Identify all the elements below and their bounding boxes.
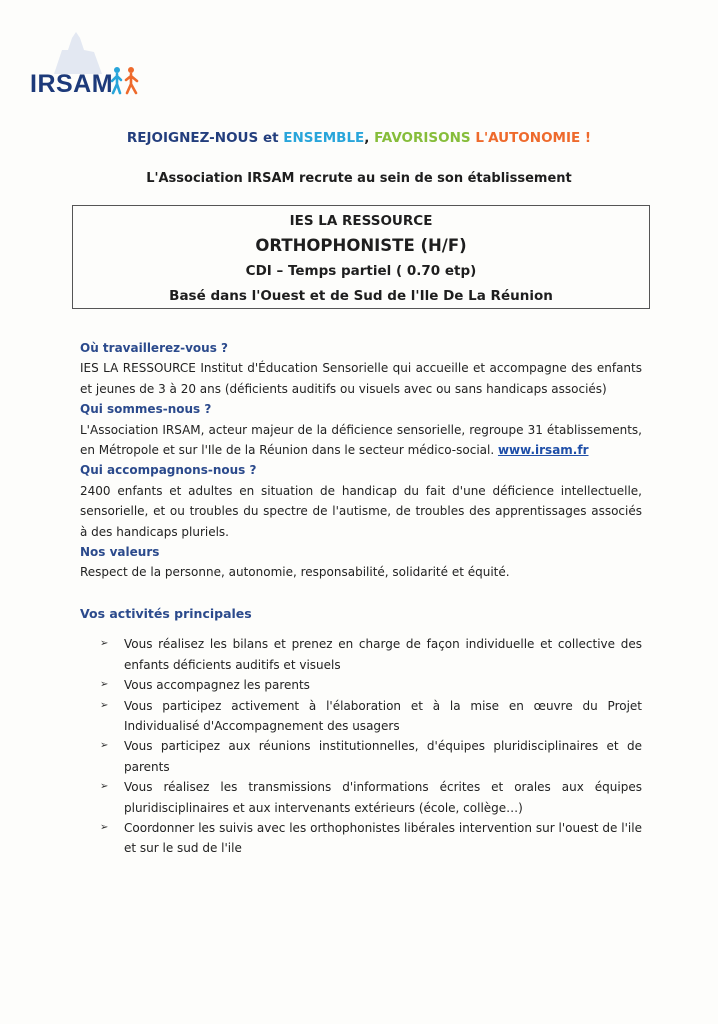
activity-text: Vous participez aux réunions institutionnelles, d'équipes pluridisciplinaires et de parents	[124, 739, 642, 774]
activity-item	[80, 696, 642, 737]
recruit-subtitle: L'Association IRSAM recrute au sein de son établissement	[146, 171, 572, 186]
lighthouse-icon	[44, 30, 114, 74]
arrow-bullet-icon: ➢	[100, 679, 109, 691]
arrow-bullet-icon: ➢	[100, 699, 109, 711]
activity-item	[80, 675, 642, 695]
activity-text: Coordonner les suivis avec les orthophonistes libérales intervention sur l'ouest de l'ile et sur le sud de l'ile	[124, 820, 642, 856]
activity-item	[80, 736, 642, 777]
where-heading: Où travaillerez-vous ?	[80, 341, 228, 355]
whom-text: 2400 enfants et adultes en situation de handicap du fait d'une déficience intellectuelle, sensorielle, et ou troubles du spectre de l'autisme, de troubles des apprentissages associés à des handicaps pluriels.	[80, 483, 642, 539]
activity-text: Vous réalisez les bilans et prenez en charge de façon individuelle et collective des enfants déficients auditifs et visuels	[124, 637, 642, 672]
establishment-name: IES LA RESSOURCE	[289, 213, 433, 229]
logo-text: IRSAM	[30, 70, 114, 98]
tagline-part-7: !	[580, 130, 592, 146]
irsam-logo	[28, 30, 148, 100]
who-text: L'Association IRSAM, acteur majeur de la déficience sensorielle, regroupe 31 établissements, en Métropole et sur l'Ile de la Réunion dans le secteur médico-social.	[80, 422, 642, 458]
contract-type: CDI – Temps partiel ( 0.70 etp)	[245, 263, 477, 279]
arrow-bullet-icon: ➢	[100, 638, 109, 650]
arrow-bullet-icon: ➢	[100, 781, 109, 793]
whom-heading: Qui accompagnons-nous ?	[80, 463, 257, 478]
where-text: IES LA RESSOURCE Institut d'Éducation Sensorielle qui accueille et accompagne des enfants et jeunes de 3 à 20 ans (déficients auditifs ou visuels avec ou sans handicaps associés)	[80, 361, 642, 396]
who-paragraph	[80, 420, 642, 461]
tagline-part-2: et	[258, 130, 284, 146]
tagline-part-6: L'AUTONOMIE	[470, 130, 581, 146]
arrow-bullet-icon: ➢	[100, 821, 109, 833]
job-title-box	[72, 205, 650, 309]
arrow-bullet-icon: ➢	[100, 740, 109, 752]
job-location: Basé dans l'Ouest et de Sud de l'Ile De La Réunion	[169, 288, 553, 304]
activity-text: Vous accompagnez les parents	[124, 678, 310, 693]
tagline-part-3: ENSEMBLE	[283, 130, 365, 146]
irsam-website-link[interactable]: www.irsam.fr	[497, 443, 589, 458]
values-heading: Nos valeurs	[80, 545, 160, 560]
activity-item	[80, 818, 642, 859]
activity-text: Vous réalisez les transmissions d'informations écrites et orales aux équipes pluridisciplinaires et aux intervenants extérieurs (école, collège…)	[124, 780, 642, 815]
activity-item	[80, 777, 642, 818]
tagline	[0, 130, 718, 146]
activity-text: Vous participez activement à l'élaboration et à la mise en œuvre du Projet Individualisé d'Accompagnement des usagers	[124, 698, 642, 733]
activity-item	[80, 634, 642, 675]
job-title: ORTHOPHONISTE (H/F)	[255, 236, 467, 255]
activities-list	[80, 634, 642, 858]
tagline-part-1: REJOIGNEZ-NOUS	[126, 130, 259, 146]
values-text: Respect de la personne, autonomie, responsabilité, solidarité et équité.	[80, 565, 510, 580]
tagline-part-4: ,	[364, 130, 375, 146]
people-icon	[110, 66, 142, 96]
who-heading: Qui sommes-nous ?	[80, 402, 212, 417]
activities-heading: Vos activités principales	[80, 605, 252, 621]
tagline-part-5: FAVORISONS	[374, 130, 471, 146]
job-description	[80, 338, 642, 859]
